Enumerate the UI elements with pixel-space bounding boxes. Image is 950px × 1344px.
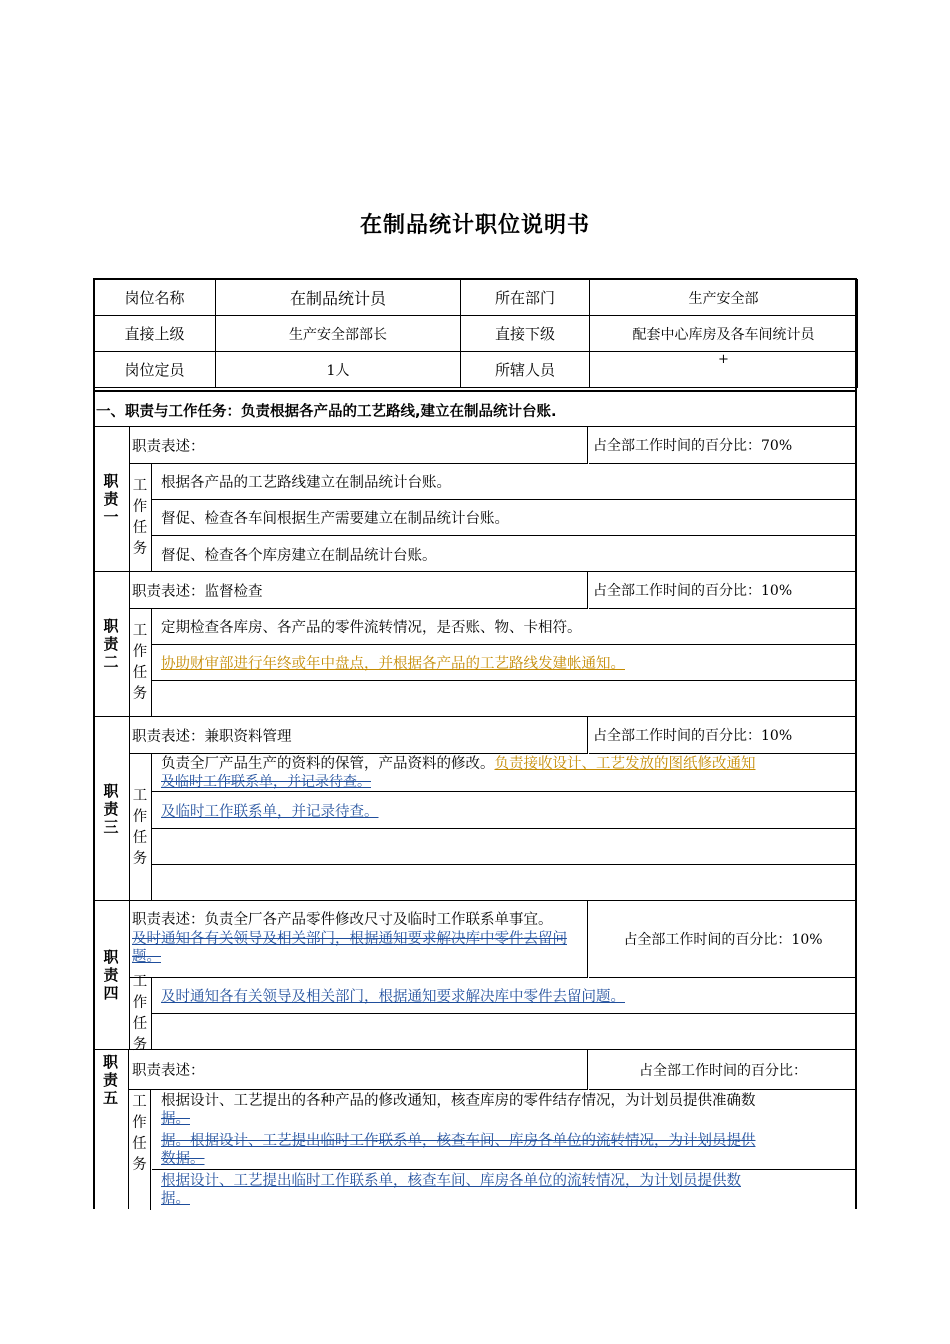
header-label-subordinate: 直接下级 xyxy=(461,316,590,352)
task-item: 根据设计、工艺提出的各种产品的修改通知，核查库房的零件结存情况，为计划员提供准确数 据。 xyxy=(161,1093,756,1127)
header-value-headcount: 1人 xyxy=(216,352,461,388)
header-table xyxy=(93,279,858,388)
duty-block-3 xyxy=(93,716,857,900)
task-item: 根据各产品的工艺路线建立在制品统计台账。 xyxy=(152,464,857,500)
duty-block-5 xyxy=(93,1049,857,1209)
duty-time-percentage: 占全部工作时间的百分比：10% xyxy=(589,717,857,754)
duty-label: 职责四 xyxy=(93,901,130,1049)
header-label-staff: 所辖人员 xyxy=(461,352,590,388)
header-label-position: 岗位名称 xyxy=(94,280,216,316)
header-label-superior: 直接上级 xyxy=(94,316,216,352)
duty-description: 职责表述：监督检查 xyxy=(129,572,588,609)
duty-description: 职责表述： xyxy=(129,427,588,464)
task-item: 协助财审部进行年终或年中盘点，并根据各产品的工艺路线发建帐通知。 xyxy=(152,645,857,681)
page-title: 在制品统计职位说明书 xyxy=(359,213,590,238)
task-item: 负责全厂产品生产的资料的保管，产品资料的修改。负责接收设计、工艺发放的图纸修改通知 及临时工作联系单，并记录待查。 xyxy=(152,754,857,792)
header-value-dept: 生产安全部 xyxy=(590,280,858,316)
task-item-empty xyxy=(152,829,857,865)
duty-description: 职责表述： xyxy=(129,1050,588,1090)
task-item: 及时通知各有关领导及相关部门，根据通知要求解决库中零件去留问题。 xyxy=(152,978,857,1014)
header-value-subordinate: 配套中心库房及各车间统计员 xyxy=(590,316,858,352)
duty-label: 职责二 xyxy=(93,572,130,716)
duty-description: 职责表述：兼职资料管理 xyxy=(129,717,588,754)
header-label-dept: 所在部门 xyxy=(461,280,590,316)
work-task-label: 工作任务 xyxy=(129,978,152,1050)
duty-label: 职责五 xyxy=(93,1050,129,1209)
task-item: 督促、检查各车间根据生产需要建立在制品统计台账。 xyxy=(152,500,857,536)
duty-time-percentage: 占全部工作时间的百分比：70% xyxy=(589,427,857,464)
duty-time-percentage: 占全部工作时间的百分比： xyxy=(589,1050,857,1090)
header-value-position: 在制品统计员 xyxy=(216,280,461,316)
header-value-superior: 生产安全部部长 xyxy=(216,316,461,352)
task-item-empty xyxy=(152,865,857,901)
section-divider xyxy=(93,390,857,392)
task-item-empty xyxy=(152,1014,857,1050)
task-item: 定期检查各库房、各产品的零件流转情况，是否账、物、卡相符。 xyxy=(152,609,857,645)
task-item: 据。根据设计、工艺提出临时工作联系单，核查车间、库房各单位的流转情况，为计划员提供 数据。 xyxy=(152,1130,857,1170)
duty-label: 职责三 xyxy=(93,717,130,900)
task-item: 根据设计、工艺提出临时工作联系单，核查车间、库房各单位的流转情况，为计划员提供数 据。 xyxy=(161,1173,741,1207)
work-task-label: 工作任务 xyxy=(129,464,152,572)
duty-label: 职责一 xyxy=(93,427,130,571)
duty-block-2 xyxy=(93,571,857,716)
plus-mark: + xyxy=(718,352,729,367)
work-task-label: 工作任务 xyxy=(129,609,152,717)
task-item-empty xyxy=(152,681,857,717)
work-task-label: 工作任务 xyxy=(129,1090,151,1210)
header-label-headcount: 岗位定员 xyxy=(94,352,216,388)
duty-time-percentage: 占全部工作时间的百分比：10% xyxy=(589,572,857,609)
duty-block-4 xyxy=(93,900,857,1053)
duty-time-percentage: 占全部工作时间的百分比：10% xyxy=(589,901,857,978)
section-heading: 一、职责与工作任务：负责根据各产品的工艺路线,建立在制品统计台账. xyxy=(96,404,557,420)
duty-block-1 xyxy=(93,426,857,571)
work-task-label: 工作任务 xyxy=(129,754,152,901)
task-item: 及临时工作联系单，并记录待查。 xyxy=(152,792,857,829)
task-item: 督促、检查各个库房建立在制品统计台账。 xyxy=(161,547,437,564)
duty-description: 职责表述：负责全厂各产品零件修改尺寸及临时工作联系单事宜。 及时通知各有关领导及相关部门，根据通知要求解决库中零件去留问题。 xyxy=(129,901,588,978)
